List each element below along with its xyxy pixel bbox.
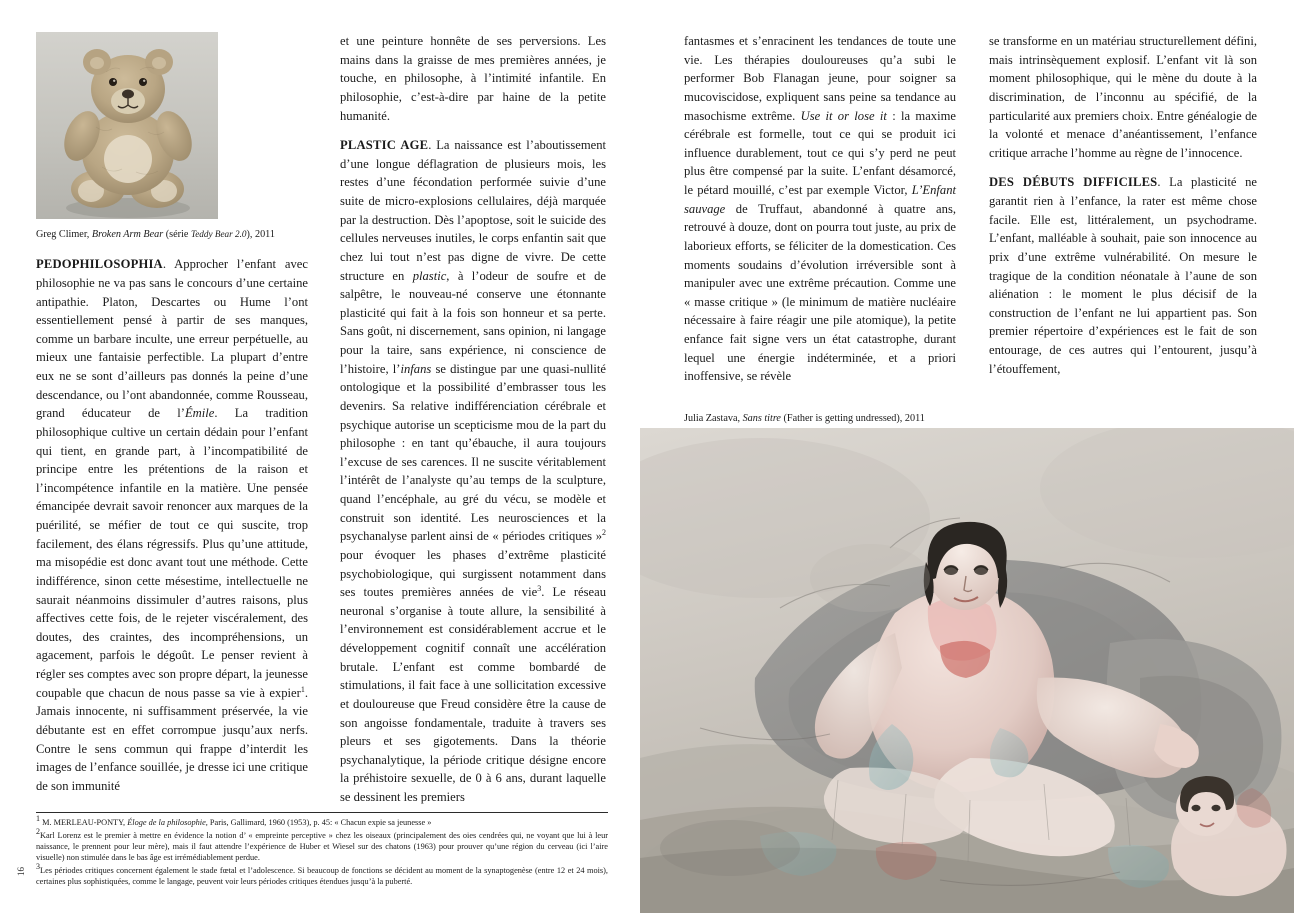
caption-series-open: (série <box>163 229 191 240</box>
col2-term-plastic: plastic <box>412 268 447 283</box>
col2-body-e: . Le réseau neuronal s’organise à toute allure, la sensibilité à l’environnement est considérablement accrue et le développement cognitif connaît une accélération brutale. L’enfant est comme bombardé de stimulations, il fait face à une sollicitation excessive et douloureuse que Freud considère être la cause de son angoisse fondamentale, traduite à travers ses pleurs et ses gigotements. Dans la théorie psychanalytique, la période critique désigne encore la préhistoire sexuelle, de 0 à 6 ans, durant laquelle se dessinent les premiers <box>340 585 607 804</box>
caption-title: Broken Arm Bear <box>91 229 164 240</box>
footnote-3-text: Les périodes critiques concernent également le stade fœtal et l’adolescence. Si beaucoup de fonctions se décident au moment de la synaptogenèse (entre 12 et 24 mois), certaines plus sophistiquées, comme le langage, peuvent voir leurs périodes critiques étendues jusqu’à la puberté. <box>36 866 608 887</box>
col1-emile: Émile <box>184 406 215 421</box>
column-4 <box>989 32 1257 389</box>
painting-caption <box>684 412 984 425</box>
col4-paragraph-1: se transforme en un matériau structurellement défini, mais intrinsèquement explosif. L’enfant vit là son moment philosophique, qui le mène du doute à la discrimination, de l’inconnu au spécifié, de la particularité aux premiers choix. Entre généalogie de la volonté et menace d’anéantissement, l’enfance critique arrache l’homme au règne de l’innocence. <box>989 34 1257 160</box>
footnote-marker-2: 2 <box>36 827 40 837</box>
section-heading-des-debuts-difficiles: DES DÉBUTS DIFFICILES <box>989 175 1158 190</box>
teddy-bear-caption <box>36 228 308 241</box>
col3-term-use-it-or-lose-it: Use it or lose it <box>800 108 887 123</box>
column-3 <box>684 32 956 397</box>
footnote-2-text: Karl Lorenz est le premier à mettre en évidence la notion d’ « empreinte perceptive » chez les oiseaux (principalement des oies cendrées qui, ne voyant que lui à leur naissance, le prennent pour leur mère), mais il faut attendre l’expérience de Huber et Wiesel sur des chatons (1963) pour prouver qu’une région du cerveau (ici l’aire visuelle) non stimulée dans le bas âge est irrémédiablement perdue. <box>36 831 608 863</box>
page-number: 16 <box>16 867 26 876</box>
col2-body-a: . La naissance est l’aboutissement d’une longue déflagration de plusieurs mois, les restes d’une fécondation performée suivie d’une suite de micro-explosions cellulaires, déjà marquée par la destruction. Dès l’apoptose, soit le suicide des cellules nerveuses inutiles, le corps enfantin sait que chez lui tout n’est pas digne de vivre. De cette structure en <box>340 138 607 283</box>
footnote-1-italic: Éloge de la philosophie <box>127 818 206 827</box>
painting-artwork <box>640 428 1294 913</box>
footnote-1-pre: M. MERLEAU-PONTY, <box>40 818 128 827</box>
footnote-ref-1: 1 <box>300 684 305 694</box>
footnote-1-post: , Paris, Gallimard, 1960 (1953), p. 45: « Chacun expie sa jeunesse » <box>205 818 432 827</box>
col2-body-d: pour évoquer les phases d’extrême plasticité psychobiologique, qui surgissent notamment dans ses toutes premières années de vie <box>340 547 606 600</box>
col3-title-enfant-sauvage: L’Enfant sauvage <box>684 183 956 216</box>
footnote-2 <box>36 827 608 863</box>
caption-series: Teddy Bear 2.0 <box>190 229 247 239</box>
section-heading-pedophilosophia: PEDOPHILOSOPHIA <box>36 257 163 272</box>
col4-body-a: . La plasticité ne garantit rien à l’enfance, la rater est même chose facile. Elle est, littéralement, un psychodrame. L’enfant, malléable à souhait, paie son innocence au prix d’une extrême vulnérabilité. On mesure le tragique de la condition néonatale à l’aune de son aliénation : le moment le plus décisif de la construction de l’enfant ne lui appartient pas. Son premier répertoire d’expériences est le fait de son entourage, de ces autres qui l’entourent, jusqu’à l’étouffement, <box>989 175 1257 376</box>
footnote-1 <box>36 814 608 828</box>
footnote-marker-1: 1 <box>36 814 40 824</box>
column-2 <box>340 32 606 818</box>
col1-body-b: . La tradition philosophique cultive un certain dédain pour l’enfant qui tient, en grande part, à l’incompatibilité de principe entre les prétentions de la raison et l’incompétence infantile en la matière. Une pensée émancipée devrait savoir renoncer aux marques de la puérilité, se méfier de tout ce qui suscite, trop facilement, des élans régressifs. Plus qu’une attitude, ma misopédie est donc avant tout une méthode. Cette indifférence, sinon cette mésestime, intellectuelle ne saurait néanmoins dissimuler d’autres raisons, plus affectives cette fois, de le rejeter viscéralement, des doutes, des craintes, des incompréhensions, un agacement, parfois le dégoût. Le penser revient à régler ses comptes avec son propre départ, la jeunesse coupable que chacun de nous passe sa vie à expier <box>36 406 308 700</box>
broken-arm-teddy-bear-photograph <box>36 32 218 219</box>
col3-paragraph-1 <box>684 32 956 386</box>
father-is-getting-undressed-painting <box>640 428 1294 913</box>
footnotes <box>36 812 608 889</box>
painting-caption-title: Sans titre <box>742 413 781 424</box>
caption-tail: ), 2011 <box>246 229 275 240</box>
column-1 <box>36 228 308 806</box>
section-heading-plastic-age: PLASTIC AGE <box>340 138 429 153</box>
col2-body-b: , à l’odeur de soufre et de salpêtre, le nouveau-né conserve une étonnante plasticité qui fait à la fois son honneur et sa perte. Sans goût, ni discernement, sans opinion, ni langage pour la taire, sans expérience, ni conscience de l’histoire, l’ <box>340 268 606 376</box>
footnote-ref-2: 2 <box>602 528 606 538</box>
col2-body-c: se distingue par une quasi-nullité ontologique et la possibilité d’embrasser tous les devenirs. Sa relative indifférenciation cérébrale et psychique autorise un scepticisme mou de la part du philosophe : en tant qu’ébauche, il aura toujours l’excuse de ses carences. Il ne suscite véritablement l’intérêt de l’analyste qu’au temps de la sculpture, quand l’encéphale, au gré du vécu, se modèle et construit son identité. Les neurosciences et la psychanalyse parlent ainsi de « périodes critiques » <box>340 361 606 544</box>
painting-caption-paren: (Father is getting undressed) <box>783 413 900 424</box>
caption-artist: Greg Climer, <box>36 229 92 240</box>
col1-paragraph-1 <box>36 255 308 795</box>
teddy-bear-illustration <box>36 32 218 219</box>
painting-caption-tail: , 2011 <box>899 413 925 424</box>
footnote-ref-3: 3 <box>537 583 542 593</box>
col2-paragraph-2 <box>340 136 606 807</box>
col3-body-b: : la maxime cérébrale est formelle, tout ce qui se produit ici influence durablement, tout ce qui s’y perd ne peut plus être compensé par la suite. L’enfant désamorcé, le pétard mouillé, c’est par exemple Victor, <box>684 108 956 197</box>
col3-body-a: fantasmes et s’enracinent les tendances de toute une vie. Les thérapies douloureuses qu’a subi le performer Bob Flanagan jeune, pour soigner sa mucoviscidose, expliquent sans peine sa tendance au masochisme extrême. <box>684 34 956 123</box>
col3-body-c: de Truffaut, abandonné à quatre ans, retrouvé à douze, dont on pourra tout juste, au prix de laborieux efforts, se féliciter de la domestication. Ces moments soudains d’évolution irréversible sont à manipuler avec une extrême précaution. Comme une « masse critique » (le minimum de matière nucléaire nécessaire à faire réagir une pile atomique), la petite enfance fait signe vers un état catastrophe, durant lequel une énergie indéterminée, et a priori inoffensive, se révèle <box>684 201 956 384</box>
col1-body-c: . Jamais innocente, ni suffisamment préservée, la vie débutante est en effet corrompue jusqu’aux nerfs. Contre le sens commun qui frappe d’interdit les images de l’enfance souillée, je dresse ici une critique de son immunité <box>36 685 308 793</box>
footnote-3 <box>36 862 608 887</box>
footnote-marker-3: 3 <box>36 862 40 872</box>
col2-paragraph-1: et une peinture honnête de ses perversions. Les mains dans la graisse de mes premières années, je touche, en philosophe, à l’intimité infantile. En philosophie, c’est-à-dire par haine de la petite humanité. <box>340 34 606 123</box>
painting-caption-artist: Julia Zastava, <box>684 413 743 424</box>
col1-body-a: . Approcher l’enfant avec philosophie ne va pas sans le concours d’une certaine antipathie. Platon, Descartes ou Hume l’ont essentiellement pensé à partir de ses manques, comme un barbare inculte, une erreur perpétuelle, au mieux une fantaisie perfectible. La plupart d’entre eux ne se sont d’ailleurs pas donnés la peine d’une descendance, ou l’ont abandonnée, comme Rousseau, grand éducateur de l’ <box>36 257 308 421</box>
col4-paragraph-2 <box>989 173 1257 378</box>
col2-term-infans: infans <box>400 361 432 376</box>
